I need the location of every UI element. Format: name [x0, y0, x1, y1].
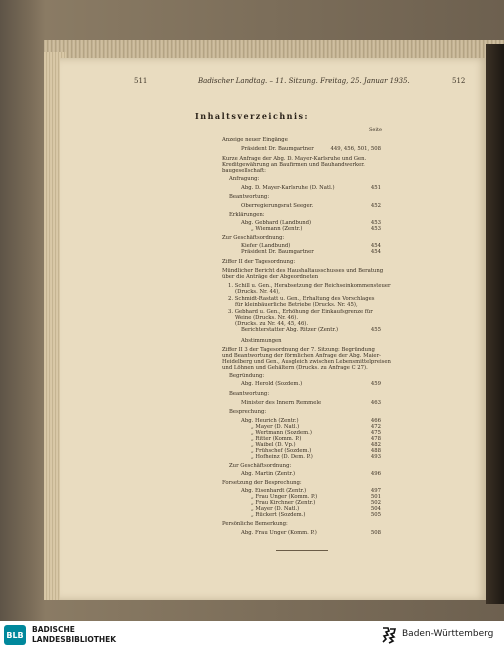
toc-line: über die Anträge der Abgeordneten — [222, 274, 319, 280]
toc-line: „ Waibel (D. Vp.) — [251, 442, 296, 448]
toc-page-number: 497 — [370, 488, 381, 494]
toc-line: „ Mayer (D. Natl.) — [251, 506, 300, 512]
toc-line: Präsident Dr. Baumgartner — [241, 146, 314, 152]
toc-line: (Drucks. zu Nr. 44, 45, 46). — [235, 321, 309, 327]
toc-line: Abg. Eisenhardt (Zentr.) — [241, 488, 307, 494]
footer-bar — [0, 621, 504, 649]
page-number-left: 511 — [134, 77, 148, 85]
toc-page-number: 501 — [370, 494, 381, 500]
toc-line: Zur Geschäftsordnung: — [229, 463, 292, 469]
seite-label: Seite — [369, 127, 382, 133]
toc-line: Erklärungen: — [229, 212, 265, 218]
toc-page-number: 453 — [370, 220, 381, 226]
toc-page-number: 508 — [370, 530, 381, 536]
toc-line: baugesellschaft: — [222, 168, 266, 174]
toc-line: Abg. Gebhard (Landbund) — [241, 220, 312, 226]
bw-name[interactable]: Baden-Württemberg — [402, 629, 494, 639]
toc-page-number: 463 — [370, 400, 381, 406]
toc-line: Anfragung: — [229, 176, 260, 182]
toc-page-number: 478 — [370, 436, 381, 442]
toc-line: 1. Schill u. Gen., Herabsetzung der Reichseinkommensteuer — [228, 283, 391, 289]
toc-page-number: 454 — [370, 243, 381, 249]
toc-line: Anzeige neuer Eingänge — [222, 137, 288, 143]
toc-line: Ziffer II 3 der Tagesordnung der 7. Sitzung: Begründung — [222, 347, 375, 353]
toc-line: Kiefer (Landbund) — [241, 243, 291, 249]
toc-line: Ziffer II der Tagesordnung: — [222, 259, 296, 265]
blb-line2: LANDESBIBLIOTHEK — [32, 635, 117, 644]
toc-line: Begründung: — [229, 373, 265, 379]
toc-line: Minister des Innern Remmele — [241, 400, 322, 406]
toc-line: Oberregierungsrat Seeger. — [241, 203, 314, 209]
toc-line: Besprechung: — [229, 409, 267, 415]
toc-line: und Löhnen und Gehältern (Drucks. zu Anfrage C 27). — [222, 365, 368, 371]
toc-page-number: 449, 456, 501, 508 — [330, 146, 381, 152]
toc-line: Beantwortung: — [229, 391, 270, 397]
toc-line: Abg. Heurich (Zentr.) — [241, 418, 299, 424]
toc-title: Inhaltsverzeichnis: — [195, 111, 309, 121]
toc-line: „ Frau Unger (Komm. P.) — [251, 494, 318, 500]
toc-page-number: 502 — [370, 500, 381, 506]
toc-line: Beantwortung: — [229, 194, 270, 200]
toc-line: „ Ritter (Komm. P.) — [251, 436, 302, 442]
toc-page-number: 459 — [370, 381, 381, 387]
toc-page-number: 453 — [370, 226, 381, 232]
blb-name[interactable] — [32, 625, 116, 645]
blb-line1: BADISCHE — [32, 625, 75, 634]
toc-line: Mündlicher Bericht des Haushaltausschusses und Beratung — [222, 268, 384, 274]
toc-page-number: 504 — [370, 506, 381, 512]
toc-line: Abg. D. Mayer-Karlsruhe (D. Natl.) — [241, 185, 335, 191]
toc-line: „ Frühschef (Sozdem.) — [251, 448, 312, 454]
toc-page-number: 496 — [370, 471, 381, 477]
toc-line: „ Wertmann (Sozdem.) — [251, 430, 312, 436]
toc-line: Abg. Herold (Sozdem.) — [241, 381, 303, 387]
toc-line: Abg. Martin (Zentr.) — [241, 471, 296, 477]
running-head: Badischer Landtag. – 11. Sitzung. Freitag, 25. Januar 1935. — [198, 77, 410, 85]
page-number-right: 512 — [452, 77, 466, 85]
toc-line: Kreditgewährung an Baufirmen und Bauhandwerker. — [222, 162, 365, 168]
toc-line: Zur Geschäftsordnung: — [222, 235, 285, 241]
toc-line: Weine (Drucks. Nr. 46). — [235, 315, 299, 321]
toc-page-number: 472 — [370, 424, 381, 430]
blb-logo-icon[interactable]: BLB — [4, 625, 26, 645]
toc-line: für kleinbäuerliche Betriebe (Drucks. Nr. 45), — [235, 302, 358, 308]
toc-line: (Drucks. Nr. 44), — [235, 289, 280, 295]
toc-line: „ Hofheinz (D. Dem. P.) — [251, 454, 313, 460]
toc-line: Abstimmungen — [241, 338, 282, 344]
book-spine-shadow — [486, 44, 504, 604]
toc-line: Kurze Anfrage der Abg. D. Mayer-Karlsruhe und Gen. — [222, 156, 367, 162]
toc-line: Heidelberg und Gen., Ausgleich zwischen Lebensmittelpreisen — [222, 359, 391, 365]
toc-page-number: 482 — [370, 442, 381, 448]
toc-page-number: 454 — [370, 249, 381, 255]
toc-line: „ Mayer (D. Natl.) — [251, 424, 300, 430]
toc-line: 3. Gebhard u. Gen., Erhöhung der Einkaufsgrenze für — [228, 309, 373, 315]
toc-line: Persönliche Bemerkung: — [222, 521, 288, 527]
toc-line: „ Rückert (Sozdem.) — [251, 512, 306, 518]
toc-page-number: 466 — [370, 418, 381, 424]
toc-line: „ Wiemann (Zentr.) — [251, 226, 303, 232]
toc-page-number: 488 — [370, 448, 381, 454]
toc-line: „ Frau Kirchner (Zentr.) — [251, 500, 316, 506]
toc-line: und Beantwortung der förmlichen Anfrage der Abg. Maier- — [222, 353, 381, 359]
toc-line: Forsetzung der Besprechung: — [222, 480, 302, 486]
end-rule — [276, 550, 328, 551]
toc-page-number: 451 — [370, 185, 381, 191]
toc-line: Abg. Frau Unger (Komm. P.) — [241, 530, 317, 536]
toc-line: Präsident Dr. Baumgartner — [241, 249, 314, 255]
toc-page-number: 475 — [370, 430, 381, 436]
toc-page-number: 493 — [370, 454, 381, 460]
toc-page-number: 452 — [370, 203, 381, 209]
baden-wuerttemberg-lion-icon[interactable] — [381, 626, 397, 644]
toc-page-number: 455 — [370, 327, 381, 333]
toc-line: Berichterstatter Abg. Ritzer (Zentr.) — [241, 327, 339, 333]
toc-line: 2. Schmidt-Rastatt u. Gen., Erhaltung des Vorschlages — [228, 296, 375, 302]
toc-page-number: 505 — [370, 512, 381, 518]
